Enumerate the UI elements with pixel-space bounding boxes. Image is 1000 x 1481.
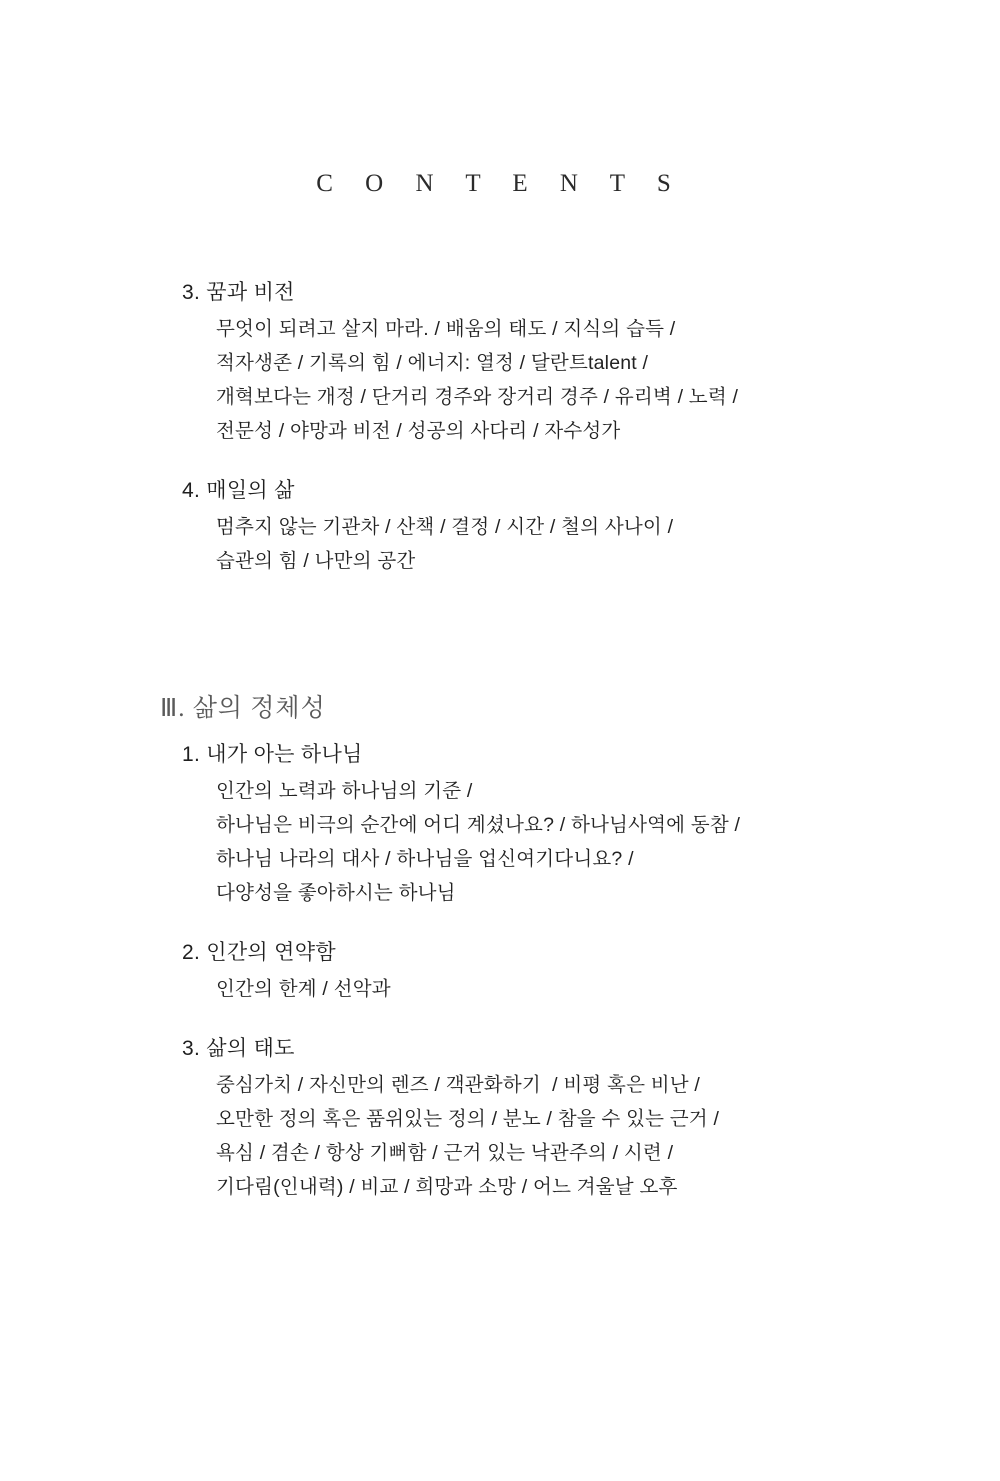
- toc-entry-lines: [160, 774, 900, 910]
- toc-line: 하나님은 비극의 순간에 어디 계셨나요? / 하나님사역에 동참 /: [216, 814, 741, 836]
- toc-entry-number: 3.: [182, 1037, 201, 1060]
- toc-entry: [160, 738, 900, 910]
- toc-line: 중심가치 / 자신만의 렌즈 / 객관화하기 / 비평 혹은 비난 /: [216, 1074, 701, 1096]
- toc-entry: [160, 936, 900, 1006]
- toc-line: 하나님 나라의 대사 / 하나님을 업신여기다니요? /: [216, 848, 634, 870]
- contents-group-2: [160, 688, 900, 1204]
- toc-entry-lines: [160, 972, 900, 1006]
- toc-line: 다양성을 좋아하시는 하나님: [216, 882, 456, 904]
- toc-entry-number: 1.: [182, 743, 201, 766]
- toc-line: 멈추지 않는 기관차 / 산책 / 결정 / 시간 / 철의 사나이 /: [216, 516, 674, 538]
- toc-entry-title: 꿈과 비전: [206, 281, 295, 304]
- toc-line: 욕심 / 겸손 / 항상 기뻐함 / 근거 있는 낙관주의 / 시련 /: [216, 1142, 674, 1164]
- toc-entry: [160, 1032, 900, 1204]
- toc-line: 오만한 정의 혹은 품위있는 정의 / 분노 / 참을 수 있는 근거 /: [216, 1108, 720, 1130]
- toc-entry-heading: [160, 936, 900, 966]
- toc-entry-number: 3.: [182, 281, 201, 304]
- toc-entry-number: 4.: [182, 479, 201, 502]
- contents-group-1: [160, 276, 900, 578]
- toc-entry-title: 내가 아는 하나님: [206, 743, 363, 766]
- toc-entry-heading: [160, 1032, 900, 1062]
- toc-line: 기다림(인내력) / 비교 / 희망과 소망 / 어느 겨울날 오후: [216, 1176, 678, 1198]
- toc-entry-number: 2.: [182, 941, 201, 964]
- toc-line: 적자생존 / 기록의 힘 / 에너지: 열정 / 달란트talent /: [216, 352, 649, 374]
- toc-entry-title: 인간의 연약함: [206, 941, 336, 964]
- toc-entry: [160, 474, 900, 578]
- toc-line: 전문성 / 야망과 비전 / 성공의 사다리 / 자수성가: [216, 420, 621, 442]
- toc-line: 개혁보다는 개정 / 단거리 경주와 장거리 경주 / 유리벽 / 노력 /: [216, 386, 739, 408]
- toc-entry-lines: [160, 1068, 900, 1204]
- toc-entry: [160, 276, 900, 448]
- contents-body: [0, 198, 1000, 1204]
- toc-entry-heading: [160, 474, 900, 504]
- toc-entry-heading: [160, 738, 900, 768]
- toc-entry-heading: [160, 276, 900, 306]
- toc-line: 인간의 한계 / 선악과: [216, 978, 391, 1000]
- toc-line: 무엇이 되려고 살지 마라. / 배움의 태도 / 지식의 습득 /: [216, 318, 676, 340]
- toc-entry-lines: [160, 312, 900, 448]
- page-title: C O N T E N T S: [316, 170, 684, 197]
- toc-entry-title: 삶의 태도: [206, 1037, 295, 1060]
- toc-line: 습관의 힘 / 나만의 공간: [216, 550, 416, 572]
- section-heading: Ⅲ. 삶의 정체성: [160, 695, 326, 722]
- toc-line: 인간의 노력과 하나님의 기준 /: [216, 780, 473, 802]
- toc-entry-lines: [160, 510, 900, 578]
- toc-entry-title: 매일의 삶: [206, 479, 295, 502]
